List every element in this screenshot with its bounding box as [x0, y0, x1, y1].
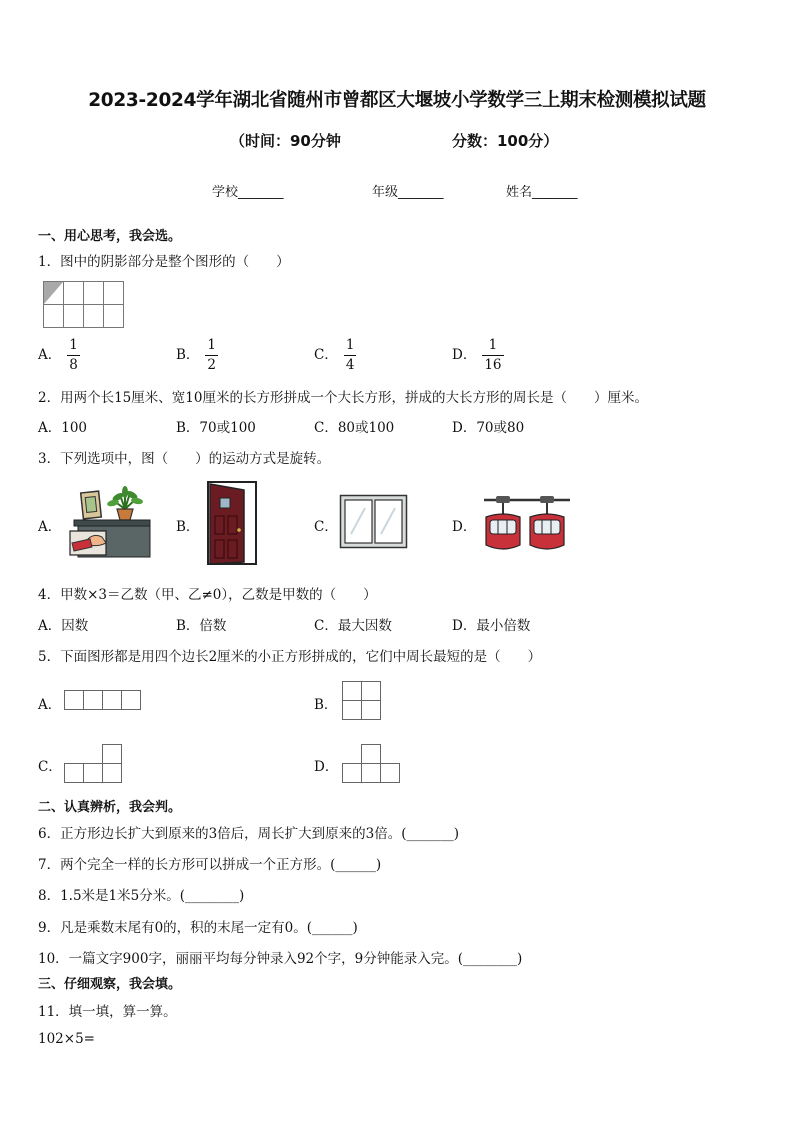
q3-option-c[interactable]: C． [314, 519, 338, 535]
q1-option-b[interactable] [176, 339, 218, 372]
section-heading-fill: 三、仔细观察，我会填。 [38, 977, 182, 992]
question-3-text: 3．下列选项中，图（ ）的运动方式是旋转。 [38, 451, 331, 467]
question-11-text: 11．填一填，算一算。 [38, 1004, 177, 1020]
q5-option-d[interactable]: D． [314, 759, 339, 775]
cable-car-icon [480, 493, 574, 555]
option-letter: C． [314, 347, 338, 363]
denominator: 8 [69, 356, 78, 373]
exam-time: （时间：90分钟 [230, 132, 341, 150]
q1-option-c[interactable] [314, 339, 356, 372]
question-8-text: 8．1.5米是1米5分米。(________) [38, 888, 245, 904]
q5-shape-d [342, 744, 402, 784]
question-5-text: 5．下面图形都是用四个边长2厘米的小正方形拼成的，它们中周长最短的是（ ） [38, 649, 542, 665]
numerator: 1 [344, 339, 357, 356]
q4-option-a[interactable]: A．因数 [38, 618, 89, 634]
question-4-text: 4．甲数×3＝乙数（甲、乙≠0），乙数是甲数的（ ） [38, 587, 377, 603]
exam-score: 分数：100分） [452, 132, 559, 150]
denominator: 2 [207, 356, 217, 373]
q3-option-b[interactable]: B． [176, 519, 200, 535]
page-title: 2023-2024学年湖北省随州市曾都区大堰坡小学数学三上期末检测模拟试题 [88, 90, 706, 111]
denominator: 4 [345, 356, 355, 373]
window-icon [339, 494, 409, 550]
drawer-with-plant-icon [70, 487, 154, 561]
question-9-text: 9．凡是乘数末尾有0的，积的末尾一定有0。(______) [38, 920, 358, 936]
section-heading-choice: 一、用心思考，我会选。 [38, 229, 182, 244]
fraction [482, 339, 503, 372]
section-heading-judge: 二、认真辨析，我会判。 [38, 800, 182, 815]
q1-grid-figure [43, 281, 124, 329]
q2-option-d[interactable]: D．70或80 [452, 420, 525, 436]
q2-option-b[interactable]: B．70或100 [176, 420, 256, 436]
school-field: 学校_______ [212, 185, 284, 200]
question-11-expression: 102×5= [38, 1031, 95, 1047]
fraction [205, 339, 218, 372]
q5-option-a[interactable]: A． [38, 697, 62, 713]
question-1-text: 1．图中的阴影部分是整个图形的（ ） [38, 254, 290, 270]
q5-shape-b [342, 681, 382, 721]
q4-option-b[interactable]: B．倍数 [176, 618, 227, 634]
question-2-text: 2．用两个长15厘米、宽10厘米的长方形拼成一个大长方形，拼成的大长方形的周长是（ ）厘米。 [38, 390, 648, 406]
option-letter: D． [452, 347, 477, 363]
q5-shape-a [64, 690, 142, 711]
q1-option-d[interactable] [452, 339, 504, 372]
numerator: 1 [482, 339, 503, 356]
q2-option-a[interactable]: A．100 [38, 420, 88, 436]
fraction [344, 339, 357, 372]
numerator: 1 [67, 339, 80, 356]
denominator: 16 [484, 356, 502, 373]
question-7-text: 7．两个完全一样的长方形可以拼成一个正方形。(______) [38, 857, 382, 873]
option-letter: A． [38, 347, 62, 363]
question-10-text: 10．一篇文字900字，丽丽平均每分钟录入92个字，9分钟能录入完。(________) [38, 951, 523, 967]
numerator: 1 [205, 339, 218, 356]
question-6-text: 6．正方形边长扩大到原来的3倍后，周长扩大到原来的3倍。(_______) [38, 826, 460, 842]
q5-shape-c [64, 744, 124, 784]
q5-option-b[interactable]: B． [314, 697, 338, 713]
q4-option-c[interactable]: C．最大因数 [314, 618, 392, 634]
q1-option-a[interactable] [38, 339, 80, 372]
q2-option-c[interactable]: C．80或100 [314, 420, 395, 436]
door-icon [206, 480, 260, 566]
q3-option-d[interactable]: D． [452, 519, 477, 535]
q5-option-c[interactable]: C． [38, 759, 62, 775]
option-letter: B． [176, 347, 200, 363]
q4-option-d[interactable]: D．最小倍数 [452, 618, 531, 634]
q3-option-a[interactable]: A． [38, 519, 62, 535]
fraction [67, 339, 80, 372]
grade-field: 年级_______ [372, 185, 444, 200]
name-field: 姓名_______ [506, 185, 578, 200]
